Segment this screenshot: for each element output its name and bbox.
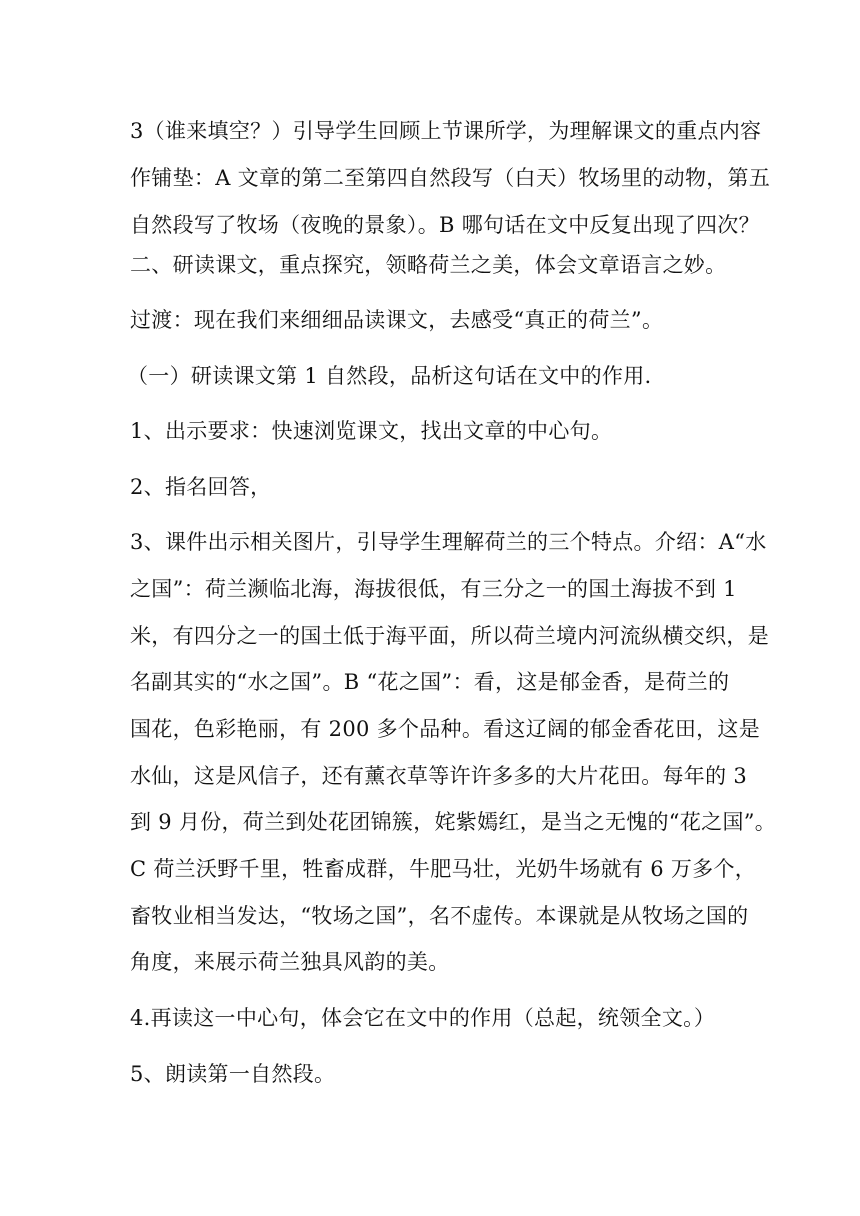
paragraph-step-1: 1、出示要求：快速浏览课文，找出文章的中心句。	[130, 419, 613, 443]
text-line: 畜牧业相当发达，“牧场之国”，名不虚传。本课就是从牧场之国的	[130, 904, 749, 928]
text-line: 名副其实的“水之国”。B “花之国”：看，这是郁金香，是荷兰的	[130, 670, 730, 694]
text-line: 水仙，这是风信子，还有薰衣草等许许多多的大片花田。每年的 3	[130, 764, 748, 788]
paragraph-transition: 过渡：现在我们来细细品读课文，去感受“真正的荷兰”。	[130, 308, 664, 332]
paragraph-step-2: 2、指名回答，	[130, 475, 272, 499]
text-line: 作铺垫：A 文章的第二至第四自然段写（白天）牧场里的动物，第五	[130, 166, 771, 190]
text-line: C 荷兰沃野千里，牲畜成群，牛肥马壮，光奶牛场就有 6 万多个，	[130, 857, 757, 881]
text-line: 米，有四分之一的国土低于海平面，所以荷兰境内河流纵横交织，是	[130, 624, 769, 648]
text-line: 之国”：荷兰濒临北海，海拔很低，有三分之一的国土海拔不到 1	[130, 577, 737, 601]
text-line: 到 9 月份，荷兰到处花团锦簇，姹紫嫣红，是当之无愧的“花之国”。	[130, 810, 777, 834]
text-line: 自然段写了牧场（夜晚的景象）。B 哪句话在文中反复出现了四次？	[130, 213, 760, 237]
text-line: 角度，来展示荷兰独具风韵的美。	[130, 950, 450, 974]
paragraph-subheading: （一）研读课文第 1 自然段，品析这句话在文中的作用.	[127, 364, 652, 388]
text-line: 3（谁来填空？）引导学生回顾上节课所学，为理解课文的重点内容	[130, 119, 762, 143]
text-line: 3、课件出示相关图片，引导学生理解荷兰的三个特点。介绍：A“水	[130, 530, 767, 554]
section-heading: 二、研读课文，重点探究，领略荷兰之美，体会文章语言之妙。	[130, 253, 727, 277]
paragraph-step-4: 4.再读这一中心句，体会它在文中的作用（总起，统领全文。）	[130, 1006, 716, 1030]
paragraph-step-5: 5、朗读第一自然段。	[130, 1062, 336, 1086]
text-line: 国花，色彩艳丽，有 200 多个品种。看这辽阔的郁金香花田，这是	[130, 717, 761, 741]
